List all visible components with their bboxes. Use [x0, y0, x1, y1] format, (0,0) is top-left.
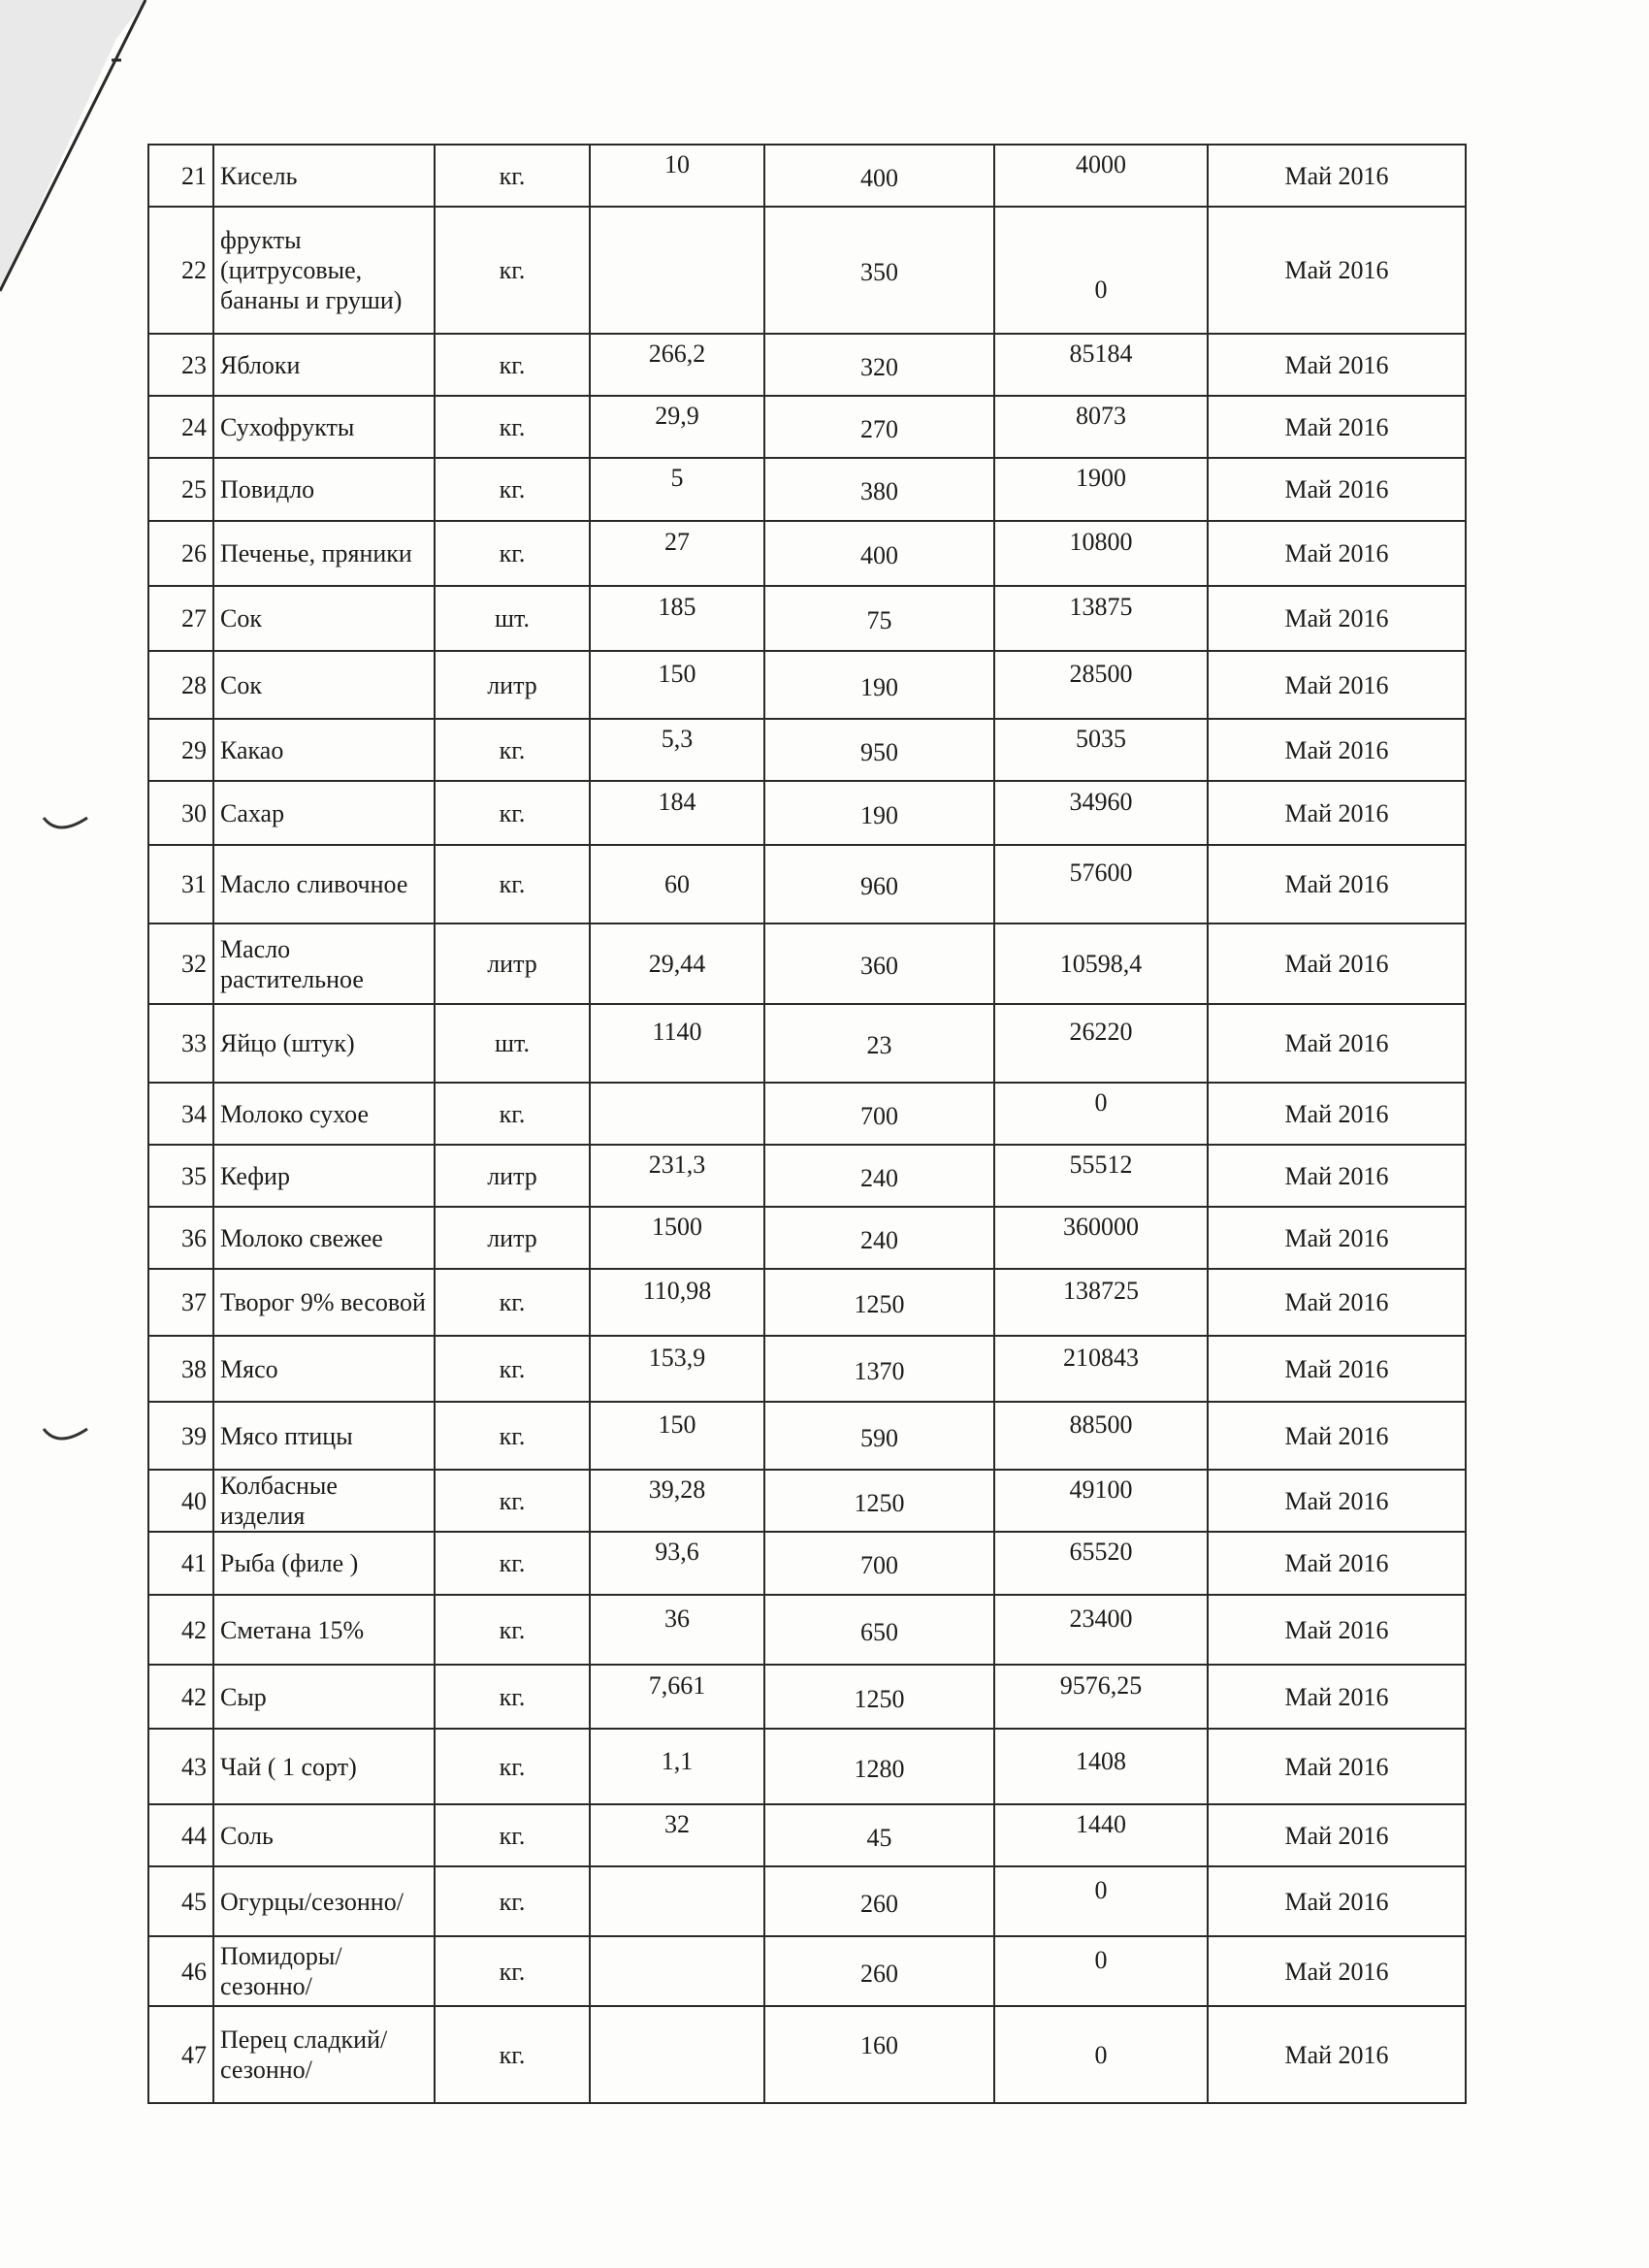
- table-row: [148, 1145, 1466, 1207]
- total: 9576,25: [1059, 1670, 1143, 1700]
- product-name: Мясо: [213, 1336, 435, 1402]
- table-row: [148, 207, 1466, 334]
- price: 650: [860, 1617, 898, 1646]
- total: 0: [1094, 1945, 1108, 1974]
- price: 23: [866, 1031, 892, 1059]
- table-row: [148, 923, 1466, 1004]
- unit: кг.: [435, 521, 590, 586]
- table-row: [148, 1532, 1466, 1595]
- unit: литр: [435, 1145, 590, 1207]
- product-name: Колбасные изделия: [213, 1470, 435, 1532]
- row-number: 26: [148, 521, 213, 586]
- unit: кг.: [435, 1083, 590, 1145]
- period: Май 2016: [1208, 1936, 1466, 2006]
- period: Май 2016: [1208, 1866, 1466, 1936]
- product-name: фрукты (цитрусовые, бананы и груши): [213, 207, 435, 334]
- unit: кг.: [435, 1936, 590, 2006]
- unit: кг.: [435, 1470, 590, 1532]
- price: 1280: [854, 1754, 905, 1783]
- row-number: 46: [148, 1936, 213, 2006]
- products-table: [147, 144, 1467, 2104]
- product-name: Сахар: [213, 781, 435, 845]
- total: 88500: [1069, 1409, 1133, 1439]
- table-row: [148, 845, 1466, 923]
- period: Май 2016: [1208, 651, 1466, 719]
- unit: кг.: [435, 458, 590, 521]
- unit: кг.: [435, 719, 590, 781]
- period: Май 2016: [1208, 207, 1466, 334]
- row-number: 28: [148, 651, 213, 719]
- product-name: Творог 9% весовой: [213, 1269, 435, 1336]
- total: 1408: [1076, 1746, 1126, 1775]
- row-number: 33: [148, 1004, 213, 1083]
- period: Май 2016: [1208, 521, 1466, 586]
- total: 13875: [1069, 593, 1133, 621]
- quantity: 60: [664, 870, 690, 898]
- price: 950: [860, 737, 898, 766]
- row-number: 32: [148, 923, 213, 1004]
- unit: кг.: [435, 1269, 590, 1336]
- period: Май 2016: [1208, 396, 1466, 458]
- total: 0: [1094, 1875, 1108, 1904]
- table-row: [148, 1936, 1466, 2006]
- row-number: 42: [148, 1665, 213, 1729]
- punch-hole-mark: [39, 810, 97, 839]
- product-name: Соль: [213, 1804, 435, 1866]
- period: Май 2016: [1208, 845, 1466, 923]
- period: Май 2016: [1208, 1004, 1466, 1083]
- row-number: 25: [148, 458, 213, 521]
- total: 138725: [1063, 1277, 1139, 1305]
- table-row: [148, 1402, 1466, 1470]
- table-row: [148, 1207, 1466, 1269]
- quantity: 29,44: [648, 950, 706, 978]
- period: Май 2016: [1208, 1207, 1466, 1269]
- price: 960: [860, 872, 898, 900]
- product-name: Яйцо (штук): [213, 1004, 435, 1083]
- total: 55512: [1069, 1150, 1133, 1179]
- unit: кг.: [435, 1532, 590, 1595]
- unit: литр: [435, 651, 590, 719]
- row-number: 29: [148, 719, 213, 781]
- table-row: [148, 719, 1466, 781]
- unit: кг.: [435, 1729, 590, 1804]
- unit: кг.: [435, 145, 590, 207]
- unit: кг.: [435, 396, 590, 458]
- quantity: 266,2: [648, 339, 706, 368]
- total: 26220: [1069, 1018, 1133, 1046]
- total: 1440: [1076, 1809, 1126, 1838]
- total: 28500: [1069, 659, 1133, 688]
- row-number: 35: [148, 1145, 213, 1207]
- table-row: [148, 1004, 1466, 1083]
- table-row: [148, 1595, 1466, 1665]
- product-name: Масло сливочное: [213, 845, 435, 923]
- quantity: 150: [658, 1409, 696, 1439]
- product-name: Сметана 15%: [213, 1595, 435, 1665]
- total: 10598,4: [1059, 950, 1143, 978]
- price: 380: [860, 477, 898, 505]
- period: Май 2016: [1208, 2006, 1466, 2103]
- total: 0: [1094, 275, 1108, 304]
- row-number: 22: [148, 207, 213, 334]
- price: 1370: [854, 1356, 905, 1385]
- period: Май 2016: [1208, 145, 1466, 207]
- price: 270: [860, 414, 898, 443]
- quantity: 184: [658, 787, 696, 816]
- product-name: Печенье, пряники: [213, 521, 435, 586]
- product-name: Помидоры/сезонно/: [213, 1936, 435, 2006]
- price: 400: [860, 163, 898, 192]
- table-row: [148, 458, 1466, 521]
- table-row: [148, 1729, 1466, 1804]
- unit: шт.: [435, 1004, 590, 1083]
- row-number: 31: [148, 845, 213, 923]
- quantity: 10: [664, 149, 690, 178]
- total: 85184: [1069, 339, 1133, 368]
- row-number: 42: [148, 1595, 213, 1665]
- price: 1250: [854, 1290, 905, 1318]
- period: Май 2016: [1208, 1336, 1466, 1402]
- table-row: [148, 1665, 1466, 1729]
- period: Май 2016: [1208, 1532, 1466, 1595]
- quantity: 231,3: [648, 1150, 706, 1179]
- quantity: 1500: [652, 1212, 702, 1241]
- quantity: 39,28: [648, 1474, 706, 1504]
- price: 260: [860, 1959, 898, 1988]
- price: 160: [860, 2030, 898, 2059]
- total: 210843: [1063, 1343, 1139, 1372]
- period: Май 2016: [1208, 586, 1466, 651]
- product-name: Повидло: [213, 458, 435, 521]
- unit: литр: [435, 1207, 590, 1269]
- period: Май 2016: [1208, 458, 1466, 521]
- unit: кг.: [435, 1866, 590, 1936]
- period: Май 2016: [1208, 1470, 1466, 1532]
- quantity: 29,9: [655, 401, 699, 430]
- price: 240: [860, 1163, 898, 1192]
- total: 4000: [1076, 149, 1126, 178]
- table-row: [148, 334, 1466, 396]
- total: 49100: [1069, 1474, 1133, 1504]
- unit: кг.: [435, 2006, 590, 2103]
- row-number: 45: [148, 1866, 213, 1936]
- table-row: [148, 1804, 1466, 1866]
- table-row: [148, 586, 1466, 651]
- table-row: [148, 781, 1466, 845]
- product-name: Кисель: [213, 145, 435, 207]
- unit: кг.: [435, 207, 590, 334]
- quantity: 150: [658, 659, 696, 688]
- unit: кг.: [435, 1804, 590, 1866]
- row-number: 36: [148, 1207, 213, 1269]
- row-number: 23: [148, 334, 213, 396]
- product-name: Молоко сухое: [213, 1083, 435, 1145]
- period: Май 2016: [1208, 719, 1466, 781]
- period: Май 2016: [1208, 1145, 1466, 1207]
- quantity: 1,1: [661, 1746, 694, 1775]
- product-name: Молоко свежее: [213, 1207, 435, 1269]
- period: Май 2016: [1208, 1083, 1466, 1145]
- table-row: [148, 521, 1466, 586]
- price: 590: [860, 1423, 898, 1452]
- row-number: 43: [148, 1729, 213, 1804]
- row-number: 44: [148, 1804, 213, 1866]
- product-name: Мясо птицы: [213, 1402, 435, 1470]
- quantity: 27: [664, 528, 690, 556]
- quantity: 36: [664, 1604, 690, 1633]
- price: 190: [860, 672, 898, 701]
- unit: кг.: [435, 1595, 590, 1665]
- quantity: 5,3: [661, 724, 694, 753]
- total: 1900: [1076, 464, 1126, 492]
- period: Май 2016: [1208, 334, 1466, 396]
- row-number: 47: [148, 2006, 213, 2103]
- unit: кг.: [435, 334, 590, 396]
- product-name: Чай ( 1 сорт): [213, 1729, 435, 1804]
- quantity: 7,661: [648, 1670, 706, 1700]
- row-number: 41: [148, 1532, 213, 1595]
- row-number: 27: [148, 586, 213, 651]
- total: 65520: [1069, 1538, 1133, 1566]
- product-name: Сок: [213, 651, 435, 719]
- row-number: 21: [148, 145, 213, 207]
- period: Май 2016: [1208, 781, 1466, 845]
- period: Май 2016: [1208, 1595, 1466, 1665]
- price: 45: [866, 1823, 892, 1852]
- total: 34960: [1069, 787, 1133, 816]
- table-row: [148, 396, 1466, 458]
- price: 1250: [854, 1488, 905, 1517]
- quantity: 32: [664, 1809, 690, 1838]
- row-number: 34: [148, 1083, 213, 1145]
- unit: кг.: [435, 1402, 590, 1470]
- total: 10800: [1069, 528, 1133, 556]
- quantity: 153,9: [648, 1343, 706, 1372]
- price: 320: [860, 352, 898, 381]
- price: 260: [860, 1889, 898, 1918]
- row-number: 24: [148, 396, 213, 458]
- total: 8073: [1076, 401, 1126, 430]
- product-name: Кефир: [213, 1145, 435, 1207]
- total: 23400: [1069, 1604, 1133, 1633]
- table-row: [148, 145, 1466, 207]
- unit: кг.: [435, 781, 590, 845]
- unit: кг.: [435, 1665, 590, 1729]
- unit: литр: [435, 923, 590, 1004]
- punch-hole-mark: [39, 1421, 97, 1450]
- row-number: 30: [148, 781, 213, 845]
- row-number: 39: [148, 1402, 213, 1470]
- quantity: 1140: [652, 1018, 702, 1046]
- total: 360000: [1063, 1212, 1139, 1241]
- table-row: [148, 1269, 1466, 1336]
- unit: кг.: [435, 1336, 590, 1402]
- table-row: [148, 651, 1466, 719]
- price: 700: [860, 1551, 898, 1579]
- price: 360: [860, 952, 898, 980]
- product-name: Сухофрукты: [213, 396, 435, 458]
- table-row: [148, 1470, 1466, 1532]
- period: Май 2016: [1208, 1402, 1466, 1470]
- period: Май 2016: [1208, 1269, 1466, 1336]
- total: 57600: [1069, 859, 1133, 887]
- price: 190: [860, 800, 898, 829]
- table-row: [148, 2006, 1466, 2103]
- scan-edge-shadow: [0, 0, 155, 310]
- price: 240: [860, 1225, 898, 1254]
- period: Май 2016: [1208, 923, 1466, 1004]
- table-row: [148, 1336, 1466, 1402]
- price: 400: [860, 541, 898, 569]
- price: 350: [860, 258, 898, 286]
- period: Май 2016: [1208, 1729, 1466, 1804]
- row-number: 40: [148, 1470, 213, 1532]
- price: 75: [866, 606, 892, 634]
- product-name: Яблоки: [213, 334, 435, 396]
- product-name: Масло растительное: [213, 923, 435, 1004]
- quantity: 185: [658, 593, 696, 621]
- quantity: 93,6: [655, 1538, 699, 1566]
- total: 5035: [1076, 724, 1126, 753]
- product-name: Сыр: [213, 1665, 435, 1729]
- row-number: 38: [148, 1336, 213, 1402]
- total: 0: [1094, 2040, 1108, 2069]
- product-name: Огурцы/сезонно/: [213, 1866, 435, 1936]
- period: Май 2016: [1208, 1804, 1466, 1866]
- row-number: 37: [148, 1269, 213, 1336]
- product-name: Перец сладкий/сезонно/: [213, 2006, 435, 2103]
- period: Май 2016: [1208, 1665, 1466, 1729]
- price: 700: [860, 1101, 898, 1130]
- product-name: Сок: [213, 586, 435, 651]
- quantity: 110,98: [642, 1277, 712, 1305]
- price: 1250: [854, 1684, 905, 1713]
- table-row: [148, 1866, 1466, 1936]
- product-name: Какао: [213, 719, 435, 781]
- unit: кг.: [435, 845, 590, 923]
- quantity: 5: [670, 464, 684, 492]
- total: 0: [1094, 1087, 1108, 1117]
- product-name: Рыба (филе ): [213, 1532, 435, 1595]
- unit: шт.: [435, 586, 590, 651]
- table-row: [148, 1083, 1466, 1145]
